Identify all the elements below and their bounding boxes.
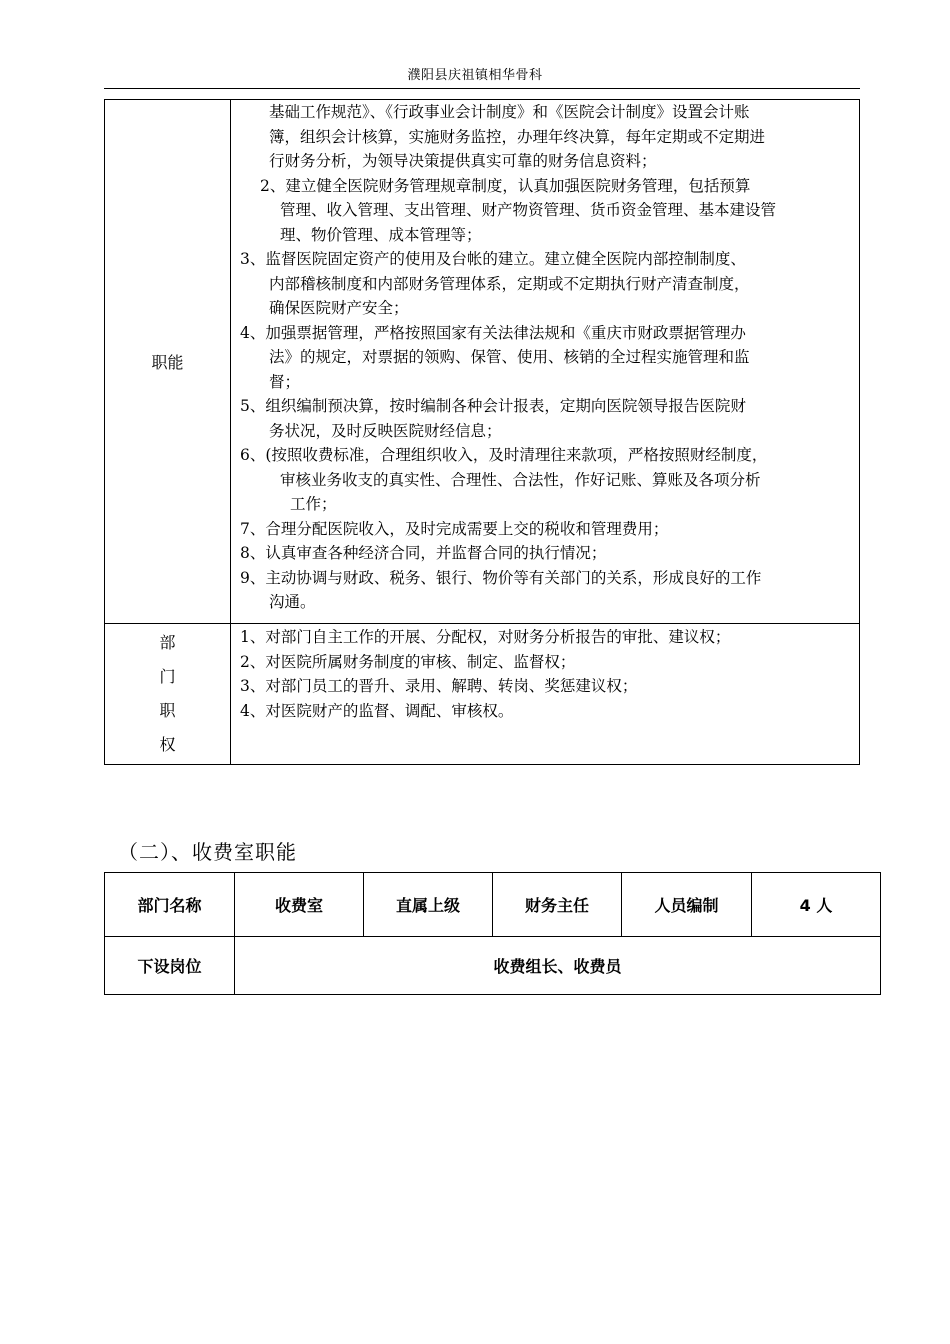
function-line: 管理、收入管理、支出管理、财产物资管理、货币资金管理、基本建设管 bbox=[280, 201, 777, 219]
staffing-value: 4 人 bbox=[752, 873, 881, 937]
function-line: 8、认真审查各种经济合同，并监督合同的执行情况； bbox=[240, 544, 607, 562]
function-line: 法》的规定，对票据的领购、保管、使用、核销的全过程实施管理和监 bbox=[269, 348, 750, 366]
authority-label-char: 职 bbox=[159, 701, 176, 720]
cashier-table bbox=[104, 872, 881, 995]
function-line: 簿，组织会计核算，实施财务监控，办理年终决算，每年定期或不定期进 bbox=[269, 127, 766, 146]
authority-line: 3、对部门员工的晋升、录用、解聘、转岗、奖惩建议权； bbox=[240, 677, 638, 695]
positions-row bbox=[105, 937, 881, 995]
function-content bbox=[231, 100, 860, 624]
page-header-title: 濮阳县庆祖镇相华骨科 bbox=[407, 68, 543, 83]
function-line: 内部稽核制度和内部财务管理体系，定期或不定期执行财产清查制度， bbox=[269, 274, 750, 293]
function-line: 9、主动协调与财政、税务、银行、物价等有关部门的关系，形成良好的工作 bbox=[240, 568, 762, 587]
function-line: 沟通。 bbox=[269, 593, 316, 611]
function-line: 审核业务收支的真实性、合理性、合法性，作好记账、算账及各项分析 bbox=[280, 470, 761, 489]
superior-value: 财务主任 bbox=[493, 873, 622, 937]
function-row bbox=[105, 100, 860, 624]
section-title: （二）、收费室职能 bbox=[118, 840, 297, 864]
authority-line: 2、对医院所属财务制度的审核、制定、监督权； bbox=[240, 652, 576, 671]
function-line: 确保医院财产安全； bbox=[269, 299, 409, 317]
authority-row bbox=[105, 624, 860, 765]
cashier-info-row bbox=[105, 873, 881, 937]
positions-label: 下设岗位 bbox=[105, 937, 235, 995]
duty-table bbox=[104, 99, 860, 765]
function-line: 基础工作规范》、《行政事业会计制度》和《医院会计制度》设置会计账 bbox=[269, 103, 750, 121]
authority-line: 4、对医院财产的监督、调配、审核权。 bbox=[240, 701, 514, 720]
function-line: 7、合理分配医院收入，及时完成需要上交的税收和管理费用； bbox=[240, 519, 669, 538]
superior-label: 直属上级 bbox=[364, 873, 493, 937]
function-line: 理、物价管理、成本管理等； bbox=[280, 225, 482, 244]
function-label: 职能 bbox=[105, 100, 231, 624]
function-line: 5、组织编制预决算，按时编制各种会计报表，定期向医院领导报告医院财 bbox=[240, 397, 746, 415]
function-line: 4、加强票据管理，严格按照国家有关法律法规和《重庆市财政票据管理办 bbox=[240, 323, 746, 342]
authority-label bbox=[105, 624, 231, 765]
staffing-label: 人员编制 bbox=[622, 873, 752, 937]
header-rule bbox=[104, 88, 860, 89]
function-line: 3、监督医院固定资产的使用及台帐的建立。建立健全医院内部控制制度、 bbox=[240, 250, 746, 268]
dept-name-label: 部门名称 bbox=[105, 873, 235, 937]
dept-name-value: 收费室 bbox=[235, 873, 364, 937]
authority-label-char: 权 bbox=[159, 735, 176, 754]
function-line: 6、(按照收费标准，合理组织收入，及时清理往来款项，严格按照财经制度， bbox=[240, 446, 768, 464]
authority-label-char: 门 bbox=[159, 667, 176, 686]
function-line: 2、建立健全医院财务管理规章制度，认真加强医院财务管理，包括预算 bbox=[260, 176, 751, 195]
function-line: 务状况，及时反映医院财经信息； bbox=[269, 421, 502, 440]
authority-content bbox=[231, 624, 860, 765]
positions-value: 收费组长、收费员 bbox=[235, 937, 881, 995]
function-line: 督； bbox=[269, 372, 301, 391]
function-line: 行财务分析，为领导决策提供真实可靠的财务信息资料； bbox=[269, 152, 657, 170]
function-line: 工作； bbox=[290, 495, 337, 513]
authority-line: 1、对部门自主工作的开展、分配权，对财务分析报告的审批、建议权； bbox=[240, 628, 731, 646]
authority-label-char: 部 bbox=[159, 633, 176, 652]
